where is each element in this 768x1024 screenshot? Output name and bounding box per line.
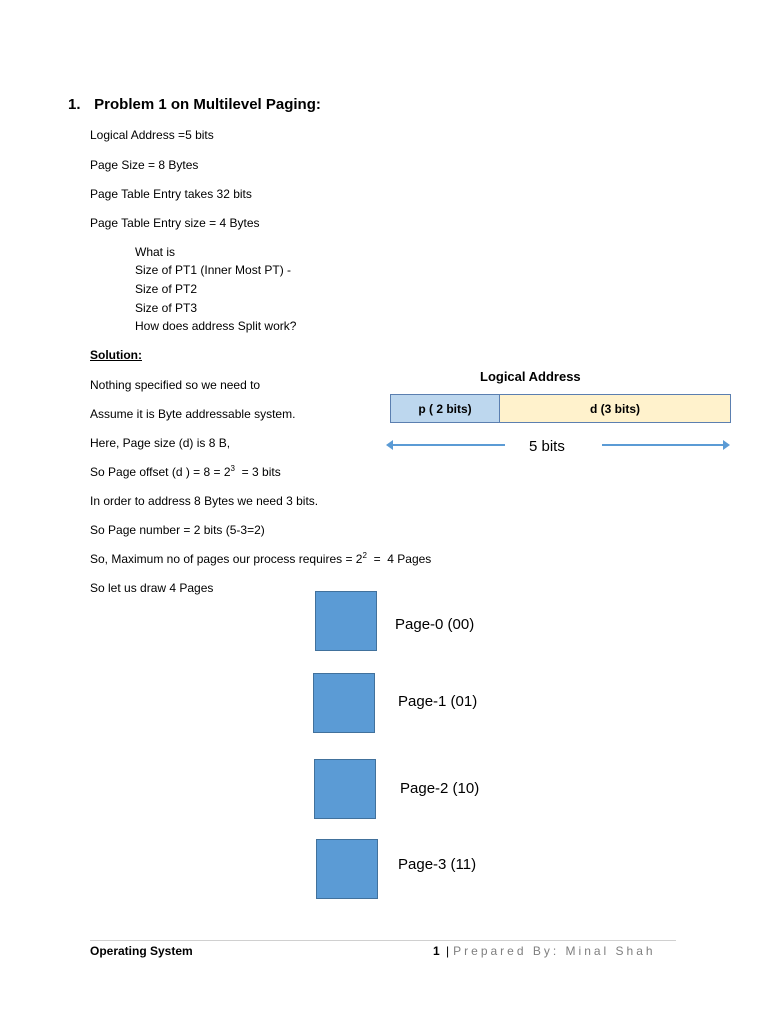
page-box (314, 759, 376, 819)
given-pte-size: Page Table Entry size = 4 Bytes (90, 216, 260, 230)
solution-line: Nothing specified so we need to (90, 378, 261, 392)
offset-result: = 3 bits (235, 465, 281, 479)
question-pt2: Size of PT2 (135, 282, 198, 296)
total-bits-label: 5 bits (529, 438, 565, 455)
question-pt3: Size of PT3 (135, 301, 198, 315)
question-split: How does address Split work? (135, 319, 297, 333)
page-label: Page-3 (11) (398, 856, 477, 873)
page-label: Page-0 (00) (395, 616, 475, 633)
page-label: Page-1 (01) (398, 693, 478, 710)
draw-pages-line: So let us draw 4 Pages (90, 581, 214, 595)
offset-text: So Page offset (d ) = 8 = 2 (90, 465, 231, 479)
left-arrow-icon (392, 444, 505, 446)
max-pages-text: So, Maximum no of pages our process requires = 2 (90, 552, 363, 566)
problem-heading (68, 96, 321, 113)
question-what-is: What is (135, 245, 176, 259)
page-box (315, 591, 377, 651)
solution-line: Assume it is Byte addressable system. (90, 407, 296, 421)
footer-divider (90, 940, 676, 941)
page-offset-field: d (3 bits) (500, 395, 730, 422)
footer-credit (433, 944, 656, 958)
page-box (313, 673, 375, 733)
max-pages-line (90, 552, 431, 566)
given-page-size: Page Size = 8 Bytes (90, 158, 199, 172)
solution-line: Here, Page size (d) is 8 B, (90, 436, 231, 450)
offset-exponent: 3 (230, 464, 235, 473)
page-box (316, 839, 378, 899)
solution-line: In order to address 8 Bytes we need 3 bits. (90, 494, 319, 508)
heading-title: Problem 1 on Multilevel Paging: (94, 96, 321, 113)
given-pte-bits: Page Table Entry takes 32 bits (90, 187, 252, 201)
footer-separator: | (446, 944, 450, 958)
given-logical-address: Logical Address =5 bits (90, 128, 214, 142)
footer-course-name: Operating System (90, 944, 193, 958)
page-number-field: p ( 2 bits) (391, 395, 500, 422)
footer-prepared-by: Prepared By: Minal Shah (453, 944, 656, 958)
max-pages-result: = 4 Pages (366, 552, 432, 566)
page-offset-line (90, 465, 281, 479)
question-pt1: Size of PT1 (Inner Most PT) - (135, 263, 292, 277)
logical-address-title: Logical Address (480, 369, 581, 384)
heading-number: 1. (68, 96, 81, 113)
right-arrow-icon (602, 444, 724, 446)
solution-line: So Page number = 2 bits (5-3=2) (90, 523, 265, 537)
page-label: Page-2 (10) (400, 780, 480, 797)
solution-label: Solution: (90, 348, 142, 362)
footer-page-number: 1 (433, 944, 440, 958)
logical-address-box (390, 394, 731, 423)
max-pages-exponent: 2 (362, 551, 367, 560)
